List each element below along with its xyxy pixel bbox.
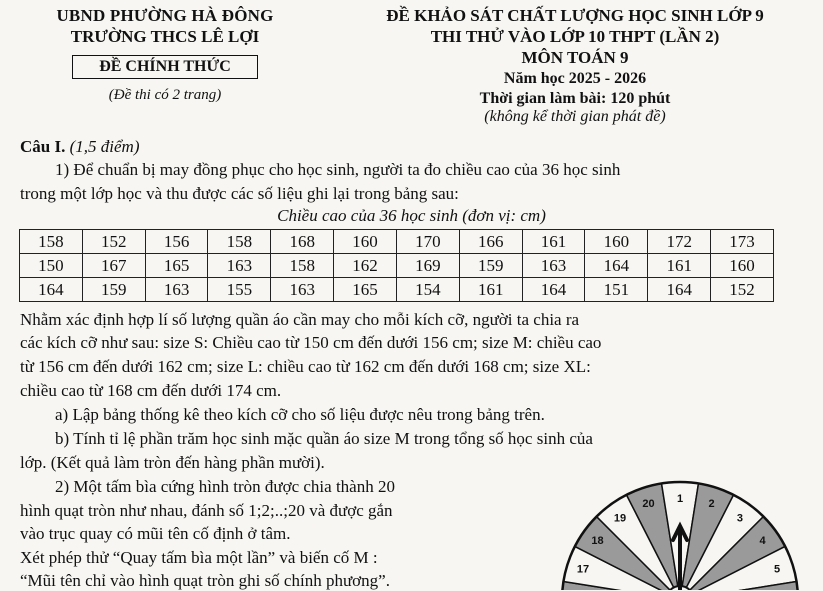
table-cell: 160 (711, 254, 774, 278)
table-cell: 158 (271, 254, 334, 278)
table-cell: 163 (208, 254, 271, 278)
table-cell: 165 (145, 254, 208, 278)
table-cell: 151 (585, 278, 648, 302)
part-a-text: a) Lập bảng thống kê theo kích cỡ cho số liệu được nêu trong bảng trên. (55, 405, 545, 424)
pages-note: (Đề thi có 2 trang) (108, 87, 222, 103)
part2-line2: hình quạt tròn như nhau, đánh số 1;2;..;20 và được gắn (20, 501, 393, 520)
part2-line4: Xét phép thử “Quay tấm bìa một lần” và biến cố M : (20, 548, 378, 567)
table-cell: 161 (648, 254, 711, 278)
exam-title: ĐỀ KHẢO SÁT CHẤT LƯỢNG HỌC SINH LỚP 9 (386, 6, 764, 25)
table-cell: 158 (208, 230, 271, 254)
wheel-label: 1 (676, 493, 684, 505)
table-cell: 156 (145, 230, 208, 254)
part-b-line1: b) Tính tỉ lệ phần trăm học sinh mặc quần áo size M trong tổng số học sinh của (55, 429, 593, 448)
wheel-label: 4 (759, 535, 766, 548)
wheel-label: 19 (613, 512, 627, 525)
table-cell: 152 (711, 278, 774, 302)
spinner-wheel-figure (552, 478, 802, 590)
table-cell: 163 (522, 254, 585, 278)
question-1-title: Câu I. (20, 137, 66, 156)
question-1-heading (20, 137, 139, 157)
size-text-line1: Nhằm xác định hợp lí số lượng quần áo cần may cho mỗi kích cỡ, người ta chia ra (20, 310, 580, 329)
table-cell: 159 (459, 254, 522, 278)
wheel-label: 5 (773, 563, 781, 576)
part2-line5: “Mũi tên chỉ vào hình quạt tròn ghi số chính phương”. (20, 571, 390, 590)
table-cell: 154 (396, 278, 459, 302)
size-text-line2: các kích cỡ như sau: size S: Chiều cao từ 150 cm đến dưới 156 cm; size M: chiều cao (20, 333, 602, 352)
table-cell: 164 (585, 254, 648, 278)
table-cell: 160 (334, 230, 397, 254)
table-cell: 150 (20, 254, 83, 278)
table-cell: 163 (271, 278, 334, 302)
table-row (20, 278, 774, 302)
height-data-table (19, 229, 774, 302)
wheel-label: 18 (591, 535, 604, 548)
table-cell: 164 (648, 278, 711, 302)
table-cell: 161 (459, 278, 522, 302)
header-right (330, 0, 820, 126)
question-1-points: (1,5 điểm) (69, 137, 140, 156)
table-cell: 173 (711, 230, 774, 254)
table-cell: 172 (648, 230, 711, 254)
table-cell: 161 (522, 230, 585, 254)
table-cell: 158 (20, 230, 83, 254)
school-year: Năm học 2025 - 2026 (503, 70, 647, 87)
table-cell: 155 (208, 278, 271, 302)
part1-intro-line2: trong một lớp học và thu được các số liệu ghi lại trong bảng sau: (20, 184, 459, 203)
table-row (20, 230, 774, 254)
subject-title: MÔN TOÁN 9 (521, 48, 629, 67)
table-cell: 164 (20, 278, 83, 302)
school-name: TRƯỜNG THCS LÊ LỢI (70, 27, 260, 46)
exam-time: Thời gian làm bài: 120 phút (479, 90, 671, 107)
table-cell: 170 (396, 230, 459, 254)
exam-subtitle: THI THỬ VÀO LỚP 10 THPT (LẦN 2) (430, 27, 720, 46)
table-cell: 152 (82, 230, 145, 254)
spinner-wheel (552, 478, 802, 590)
official-exam-badge: ĐỀ CHÍNH THỨC (72, 55, 258, 79)
table-row (20, 254, 774, 278)
part1-intro-line1: 1) Để chuẩn bị may đồng phục cho học sinh, người ta đo chiều cao của 36 học sinh (55, 160, 621, 179)
header-left (0, 0, 330, 104)
exam-time-note: (không kể thời gian phát đề) (484, 108, 666, 125)
department-name: UBND PHƯỜNG HÀ ĐÔNG (56, 6, 274, 25)
part2-line1: 2) Một tấm bìa cứng hình tròn được chia thành 20 (55, 477, 395, 496)
table-cell: 169 (396, 254, 459, 278)
table-cell: 164 (522, 278, 585, 302)
table-caption: Chiều cao của 36 học sinh (đơn vị: cm) (277, 206, 546, 225)
table-cell: 165 (334, 278, 397, 302)
table-cell: 163 (145, 278, 208, 302)
wheel-label: 20 (642, 497, 655, 510)
table-cell: 160 (585, 230, 648, 254)
part2-line3: vào trục quay có mũi tên cố định ở tâm. (20, 524, 291, 543)
size-text-line3: từ 156 cm đến dưới 162 cm; size L: chiều cao từ 162 cm đến dưới 168 cm; size XL: (20, 357, 591, 376)
table-cell: 168 (271, 230, 334, 254)
wheel-label: 2 (708, 497, 715, 510)
size-text-line4: chiều cao từ 168 cm đến dưới 174 cm. (20, 381, 282, 400)
table-cell: 162 (334, 254, 397, 278)
table-cell: 159 (82, 278, 145, 302)
table-cell: 167 (82, 254, 145, 278)
wheel-label: 17 (576, 563, 590, 576)
part-b-line2: lớp. (Kết quả làm tròn đến hàng phần mười). (20, 453, 325, 472)
table-cell: 166 (459, 230, 522, 254)
wheel-label: 3 (736, 512, 744, 525)
